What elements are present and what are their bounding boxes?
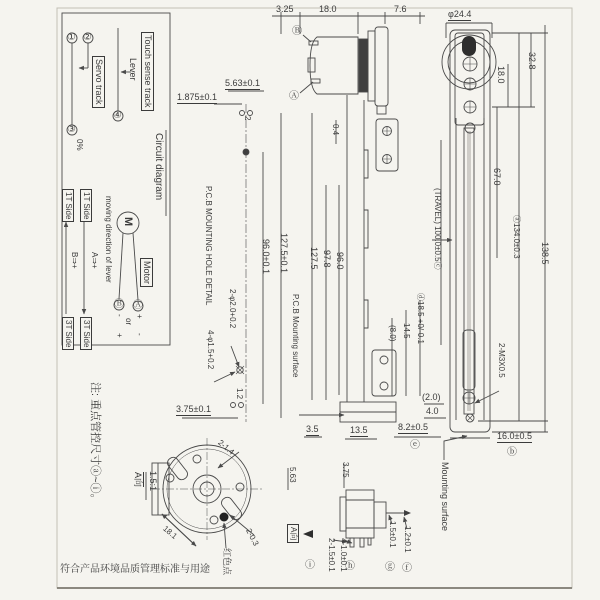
dim-1-2: 1.2±0.1 (403, 526, 412, 553)
lever-label: Lever (128, 58, 138, 81)
ref-h: ⓗ (345, 561, 355, 572)
ref-b: ⓑ (507, 447, 517, 458)
ref-f: ⓕ (402, 563, 412, 574)
side-1t-label-left: 1T Side (62, 189, 74, 222)
motor-symbol: M (122, 217, 134, 227)
dim-138-5: 138.5 (540, 242, 550, 265)
dim-18-1: 18.1 (161, 524, 179, 541)
dim-96-0: 96.0 (335, 252, 345, 270)
view-a-direction-marker: A向 (287, 524, 299, 543)
dim-7-6: 7.6 (394, 4, 407, 14)
dim-134-0-ref-a: ⓐ134.0±0.3 (512, 215, 521, 259)
dim-travel: (TRAVEL) 100.0±0.5ⓒ (433, 188, 442, 270)
dim-8-2: 8.2±0.5 (398, 422, 428, 432)
terminal-3: ③ (67, 124, 76, 135)
sign-b-1: - (115, 314, 124, 317)
dim-3-75-tol: 3.75±0.1 (176, 404, 211, 414)
dim-14-5: 14.5 (402, 323, 411, 339)
dim-3-25: 3.25 (276, 4, 294, 14)
dim-0-4: 0.4 (331, 124, 340, 136)
dim-dia-24-4: φ24.4 (448, 9, 472, 19)
dim-2-1-4: 2-1.4 (216, 438, 236, 457)
view-a-title: A向 (133, 472, 143, 488)
ref-g: ⓖ (385, 562, 395, 573)
dim-96-0-tol: 96.0±0.1 (261, 239, 271, 274)
dim-67-0: 67.0 (492, 168, 502, 186)
dim-127-5-tol: 127.5±0.1 (279, 233, 289, 273)
dim-127-5: 127.5 (309, 247, 319, 270)
pcb-mounting-surface-label: P.C.B Mounting surface (291, 294, 300, 378)
direction-b-label: B⇒+ (70, 252, 79, 269)
dim-3-75-end: 3.75 (341, 462, 350, 478)
dim-4-1-0: 4-1.0±0.1 (339, 538, 348, 572)
dim-18-5-ref-d: ⓓ18.5 +0/-0.1 (416, 293, 425, 344)
motor-pin-a-callout: Ⓐ (289, 91, 299, 102)
dim-1-875: 1.875±0.1 (177, 92, 217, 102)
dim-4-phi1-5: 4-φ1.5+0.2 (206, 330, 215, 370)
dim-18-0-top: 18.0 (319, 4, 337, 14)
dim-2-phi2: 2-φ2.0+0.2 (228, 289, 237, 329)
terminal-2: ② (83, 32, 92, 43)
view-a-scale: 1.5:1 (148, 471, 158, 492)
direction-a-label: A⇒+ (90, 252, 99, 269)
dim-1-5: 1.5±0.1 (388, 521, 397, 548)
dim-16-0: 16.0±0.5 (497, 431, 532, 441)
motor-label: Motor (140, 258, 153, 287)
servo-track-label: Servo track (92, 56, 105, 108)
pcb-hole-detail-title: P.C.B MOUNTING HOLE DETAIL (204, 186, 213, 306)
dim-2-1-5: 2-1.5±0.1 (327, 538, 336, 572)
dim-13-5: 13.5 (350, 425, 368, 435)
side-1t-label-right: 1T Side (80, 189, 92, 222)
dim-8-0-ref: (8.0) (388, 325, 397, 342)
motor-pin-b-callout: Ⓑ (292, 26, 302, 37)
dim-pin-pitch: 2 (243, 116, 252, 121)
ref-e: ⓔ (410, 440, 420, 451)
side-3t-label-left: 3T Side (62, 317, 74, 350)
dim-3-5: 3.5 (306, 424, 319, 434)
dim-5-63-end: 5.63 (288, 467, 297, 483)
sign-a-1: + (135, 314, 144, 319)
zero-percent-label: 0% (75, 139, 84, 151)
motor-terminal-b: Ⓑ (114, 299, 124, 310)
sign-b-2: + (115, 333, 124, 338)
footer-note: 符合产品环境品质管理标准与用途 (60, 564, 210, 575)
motor-terminal-a: Ⓐ (133, 300, 143, 311)
or-label: or (124, 318, 133, 326)
circuit-diagram-title: Circuit diagram (153, 133, 164, 201)
dim-1-2-pitch: 1.2 (235, 388, 244, 400)
key-dimensions-note: 注: 重点管控尺寸ⓐ~ⓘ。 (89, 382, 101, 505)
dim-2-0-3: 2-0.3 (244, 527, 261, 548)
touch-sense-track-label: Touch sense track (141, 32, 154, 111)
mounting-surface-label: Mounting surface (440, 462, 450, 532)
dim-2-0-ref: (2.0) (422, 392, 441, 402)
dim-5-63: 5.63±0.1 (225, 78, 260, 88)
red-dot-label: 红色点 (222, 548, 232, 576)
side-3t-label-right: 3T Side (80, 317, 92, 350)
ref-i: ⓘ (305, 560, 315, 571)
dim-4-0: 4.0 (426, 406, 439, 416)
moving-direction-label: moving direction of lever (104, 196, 113, 283)
sign-a-2: - (135, 333, 144, 336)
terminal-4: ④ (113, 110, 122, 121)
fader-front-view (432, 23, 548, 460)
dim-2-m3: 2-M3X0.5 (497, 343, 506, 378)
dim-97-8: 97.8 (322, 250, 332, 268)
dim-32-8: 32.8 (527, 52, 537, 70)
dim-18-0-right: 18.0 (496, 66, 506, 84)
terminal-1: ① (67, 32, 76, 43)
sheet-frame (57, 8, 572, 588)
